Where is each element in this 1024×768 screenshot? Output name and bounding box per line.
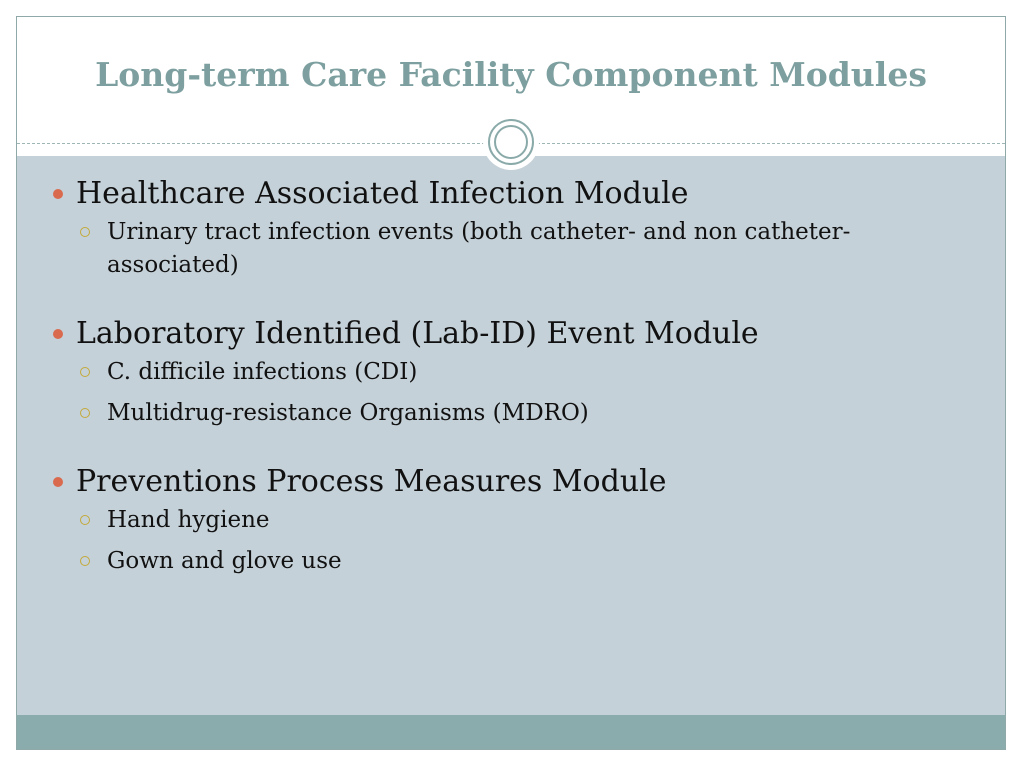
hollow-circle-bullet-icon <box>80 367 90 377</box>
bullet-section <box>17 172 1005 282</box>
level1-bullet-text: Healthcare Associated Infection Module <box>76 176 689 211</box>
level2-bullet-item <box>17 216 1005 282</box>
filled-dot-bullet-icon <box>53 329 63 339</box>
slide <box>16 16 1006 750</box>
slide-title: Long-term Care Facility Component Modules <box>95 55 927 94</box>
hollow-circle-bullet-icon <box>80 227 90 237</box>
bullet-section <box>17 312 1005 430</box>
footer-bar <box>17 715 1005 749</box>
level2-bullet-text: Hand hygiene <box>107 507 270 533</box>
level1-bullet-text: Laboratory Identified (Lab-ID) Event Module <box>76 316 759 351</box>
circle-ornament-icon <box>483 114 539 170</box>
bullet-section <box>17 460 1005 578</box>
level2-bullet-text: Urinary tract infection events (both catheter- and non catheter-associated) <box>107 219 851 278</box>
level1-bullet-item <box>17 460 1005 504</box>
level2-bullet-item <box>17 356 1005 389</box>
level1-bullet-item <box>17 312 1005 356</box>
level2-bullet-item <box>17 397 1005 430</box>
hollow-circle-bullet-icon <box>80 556 90 566</box>
hollow-circle-bullet-icon <box>80 515 90 525</box>
slide-content <box>17 172 1005 608</box>
filled-dot-bullet-icon <box>53 477 63 487</box>
filled-dot-bullet-icon <box>53 189 63 199</box>
level1-bullet-item <box>17 172 1005 216</box>
level2-bullet-item <box>17 545 1005 578</box>
ornament-ring <box>488 119 534 165</box>
level2-bullet-text: C. difficile infections (CDI) <box>107 359 418 385</box>
level1-bullet-text: Preventions Process Measures Module <box>76 464 667 499</box>
level2-bullet-text: Gown and glove use <box>107 548 342 574</box>
level2-bullet-text: Multidrug-resistance Organisms (MDRO) <box>107 400 589 426</box>
ornament-inner-ring <box>494 125 528 159</box>
hollow-circle-bullet-icon <box>80 408 90 418</box>
level2-bullet-item <box>17 504 1005 537</box>
